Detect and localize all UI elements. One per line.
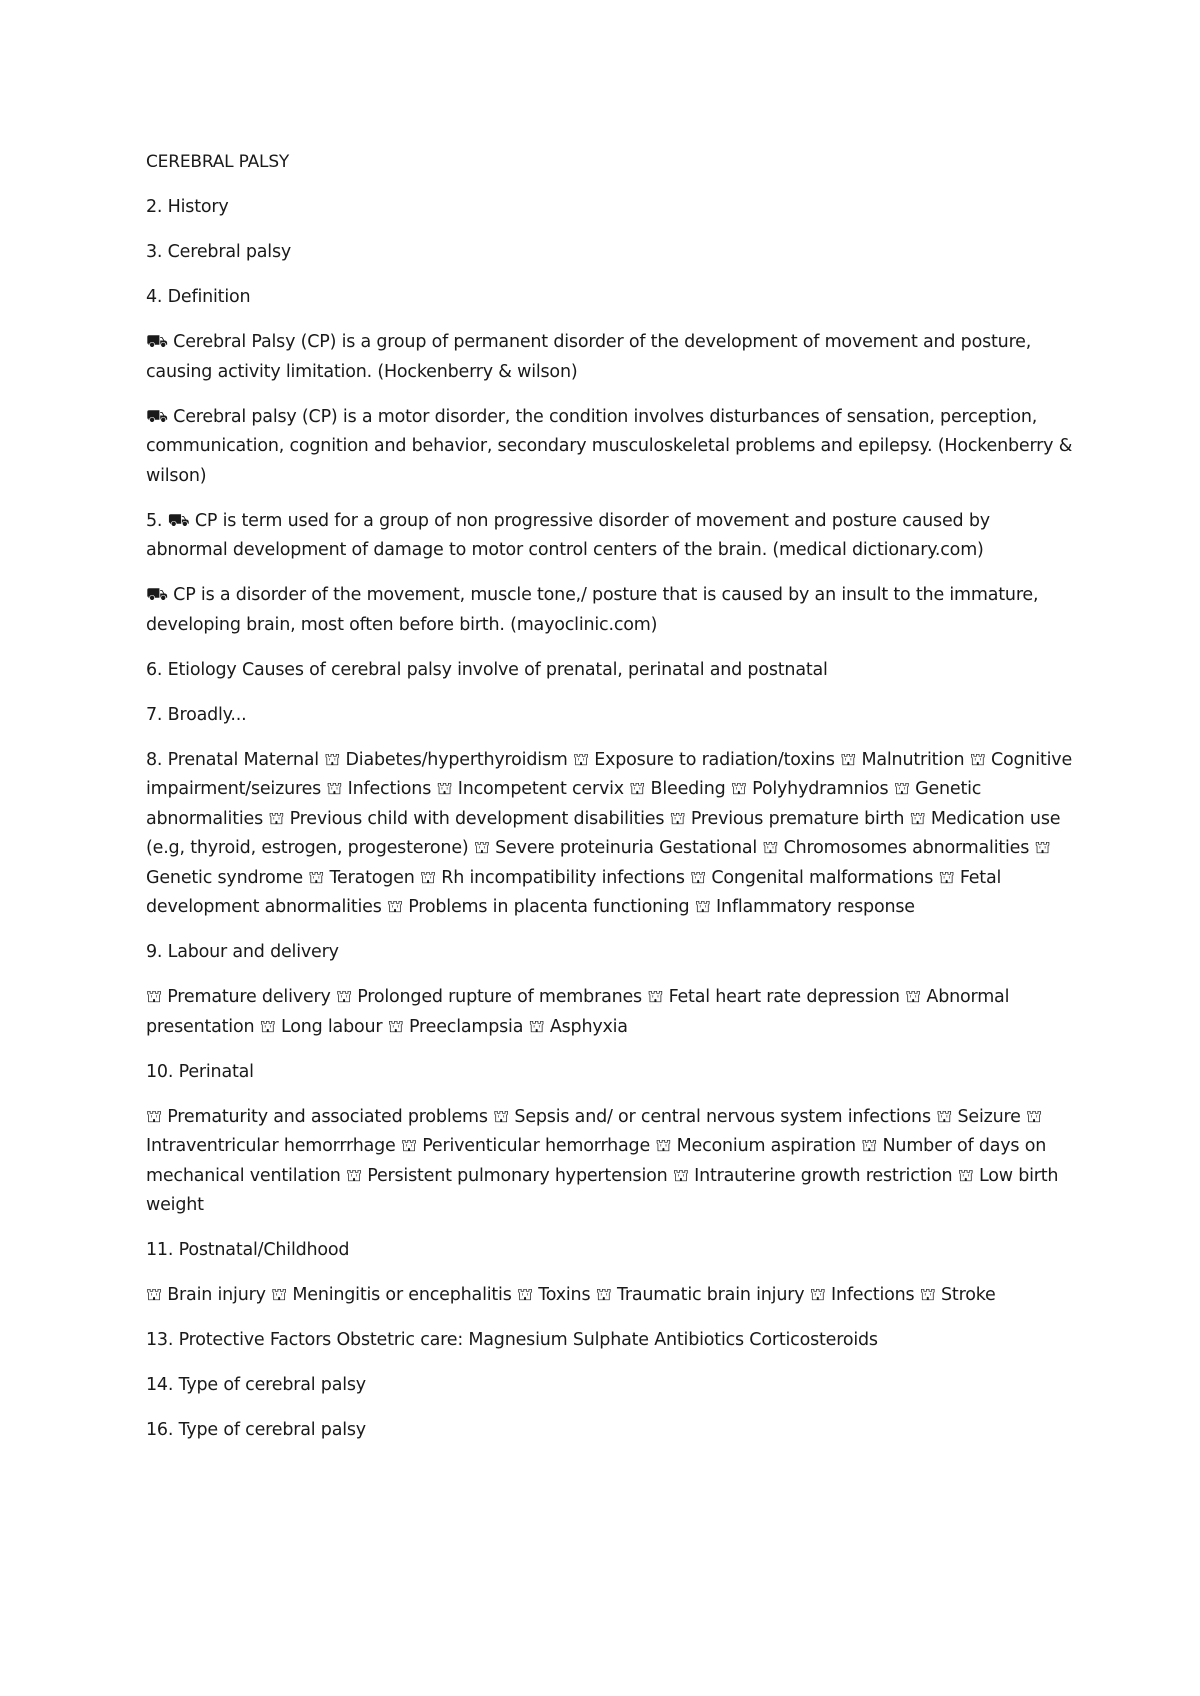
heading-postnatal: 11. Postnatal/Childhood — [146, 1240, 350, 1260]
document-title: CEREBRAL PALSY — [146, 152, 290, 172]
heading-broadly: 7. Broadly... — [146, 704, 247, 725]
definition-paragraph-4: ⛟ CP is a disorder of the movement, muscle tone,/ posture that is caused by an insult to the immature, developing brain, most often before birth. (mayoclinic.com) — [146, 585, 1039, 635]
heading-type-14: 14. Type of cerebral palsy — [146, 1375, 366, 1395]
protective-factors-paragraph: 13. Protective Factors Obstetric care: Magnesium Sulphate Antibiotics Corticosteroids — [146, 1330, 878, 1350]
postnatal-factors: ⛫ Brain injury ⛫ Meningitis or encephalitis ⛫ Toxins ⛫ Traumatic brain injury ⛫ Infections ⛫ Stroke — [146, 1285, 996, 1305]
heading-perinatal: 10. Perinatal — [146, 1061, 254, 1082]
definition-paragraph-3: 5. ⛟ CP is term used for a group of non progressive disorder of movement and posture caused by abnormal development of damage to motor control centers of the brain. (medical dictionary.com) — [146, 510, 990, 560]
heading-definition: 4. Definition — [146, 287, 251, 307]
etiology-paragraph: 6. Etiology Causes of cerebral palsy involve of prenatal, perinatal and postnatal — [146, 659, 828, 680]
document-page — [146, 148, 1076, 1461]
heading-labour-delivery: 9. Labour and delivery — [146, 942, 339, 962]
prenatal-factors-paragraph: 8. Prenatal Maternal ⛫ Diabetes/hyperthyroidism ⛫ Exposure to radiation/toxins ⛫ Malnutrition ⛫ Cognitive impairment/seizures ⛫ Infections ⛫ Incompetent cervix ⛫ Bleeding ⛫ Polyhydramnios ⛫ Genetic abnormalities ⛫ Previous child with development disabilities ⛫ Previous premature birth ⛫ Medication use (e.g, thyroid, estrogen, progesterone) ⛫ Severe proteinuria Gestational ⛫ Chromosomes abnormalities ⛫ Genetic syndrome ⛫ Teratogen ⛫ Rh incompatibility infections ⛫ Congenital malformations ⛫ Fetal development abnormalities ⛫ Problems in placenta functioning ⛫ Inflammatory response — [146, 749, 1073, 917]
heading-history: 2. History — [146, 197, 229, 217]
perinatal-factors: ⛫ Prematurity and associated problems ⛫ Sepsis and/ or central nervous system infections ⛫ Seizure ⛫ Intraventricular hemorrrhage ⛫ Periventicular hemorrhage ⛫ Meconium aspiration ⛫ Number of days on mechanical ventilation ⛫ Persistent pulmonary hypertension ⛫ Intrauterine growth restriction ⛫ Low birth weight — [146, 1106, 1059, 1215]
definition-paragraph-2: ⛟ Cerebral palsy (CP) is a motor disorder, the condition involves disturbances of sensation, perception, communication, cognition and behavior, secondary musculoskeletal problems and epilepsy. (Hockenberry & wilson) — [146, 406, 1073, 486]
heading-cerebral-palsy: 3. Cerebral palsy — [146, 242, 292, 262]
heading-type-16: 16. Type of cerebral palsy — [146, 1420, 366, 1440]
labour-delivery-factors: ⛫ Premature delivery ⛫ Prolonged rupture of membranes ⛫ Fetal heart rate depression ⛫ Abnormal presentation ⛫ Long labour ⛫ Preeclampsia ⛫ Asphyxia — [146, 987, 1010, 1037]
definition-paragraph-1: ⛟ Cerebral Palsy (CP) is a group of permanent disorder of the development of movement and posture, causing activity limitation. (Hockenberry & wilson) — [146, 332, 1032, 382]
